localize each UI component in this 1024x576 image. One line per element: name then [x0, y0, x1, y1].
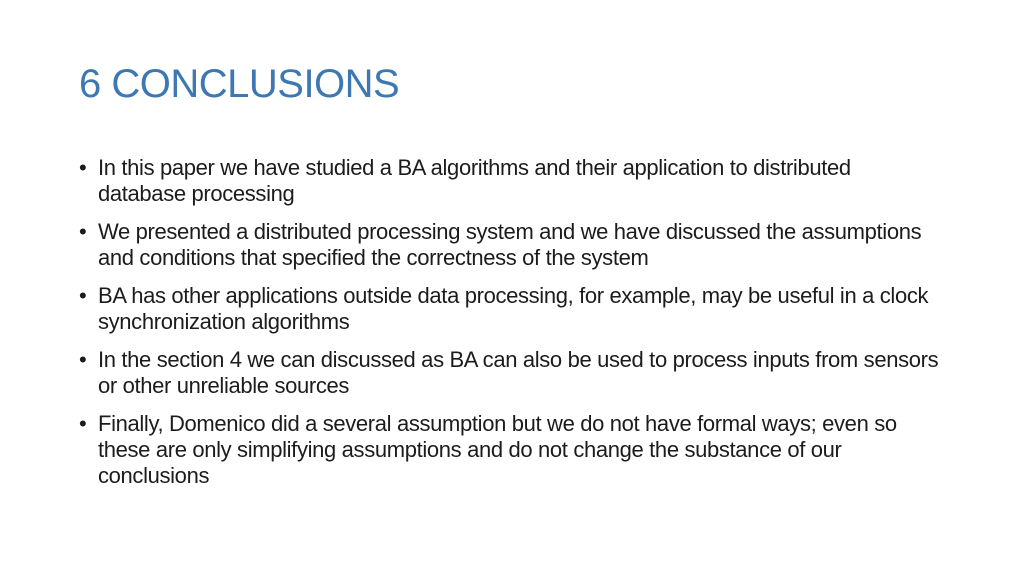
- bullet-text: Finally, Domenico did a several assumption but we do not have formal ways; even so these are only simplifying assumptions and do not change the substance of our conclusions: [98, 411, 897, 488]
- bullet-text: In this paper we have studied a BA algorithms and their application to distributed database processing: [98, 155, 851, 206]
- bullet-item: [79, 219, 939, 271]
- slide-title: 6 CONCLUSIONS: [79, 62, 400, 106]
- bullet-icon: •: [79, 283, 87, 308]
- bullet-item: [79, 347, 939, 399]
- bullet-item: [79, 411, 939, 489]
- bullet-item: [79, 155, 939, 207]
- bullet-icon: •: [79, 219, 87, 244]
- bullet-text: We presented a distributed processing system and we have discussed the assumptions and conditions that specified the correctness of the system: [98, 219, 922, 270]
- bullet-list: [79, 155, 939, 501]
- bullet-text: In the section 4 we can discussed as BA can also be used to process inputs from sensors or other unreliable sources: [98, 347, 939, 398]
- bullet-item: [79, 283, 939, 335]
- bullet-icon: •: [79, 347, 87, 372]
- bullet-icon: •: [79, 155, 87, 180]
- bullet-icon: •: [79, 411, 87, 436]
- bullet-text: BA has other applications outside data processing, for example, may be useful in a clock synchronization algorithms: [98, 283, 929, 334]
